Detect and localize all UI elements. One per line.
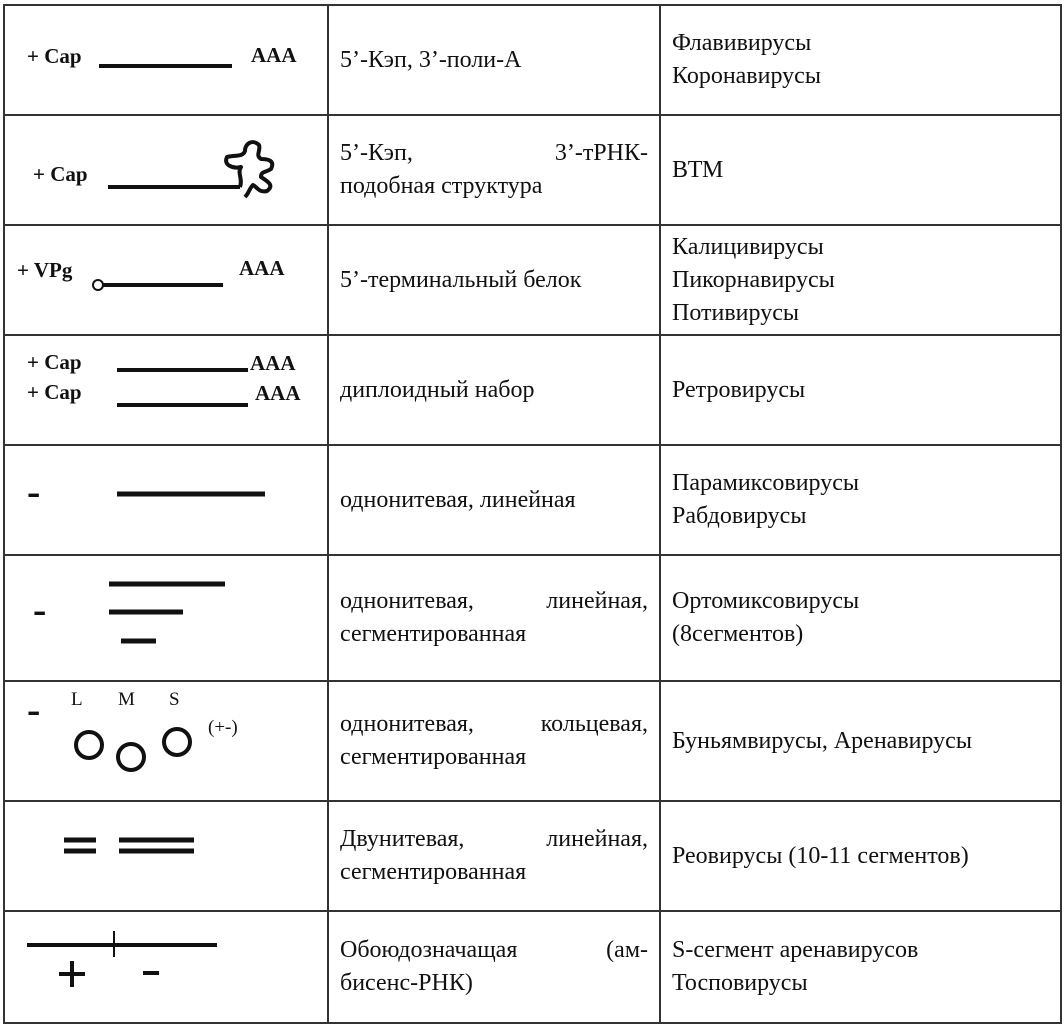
viruses-cell [660, 445, 1061, 555]
virus-name: Ортомиксовирусы [672, 588, 860, 614]
diagram-cell [4, 911, 328, 1023]
viruses-cell [660, 681, 1061, 801]
genome-diagram [5, 7, 325, 113]
circular-segment-icon [76, 732, 102, 758]
circular-segment-icon [118, 744, 144, 770]
description-text: 5’-Кэп, 3’-поли-А [340, 46, 522, 73]
diagram-cell [4, 555, 328, 681]
cap-label: + Cap [33, 162, 88, 186]
diagram-cell [4, 445, 328, 555]
virus-name: Рабдовирусы [672, 503, 807, 529]
virus-genome-table [3, 4, 1062, 1024]
genome-diagram [5, 803, 325, 909]
genome-diagram [5, 683, 325, 799]
table-row [4, 911, 1061, 1023]
segment-label: L [71, 689, 83, 710]
terminal-protein-icon [93, 280, 103, 290]
polya-label: AAA [251, 43, 297, 67]
viruses-cell [660, 555, 1061, 681]
virus-name: Флавивирусы [672, 30, 812, 56]
description-text: сегментированная [340, 859, 527, 885]
virus-name: Пикорнавирусы [672, 266, 835, 293]
viruses-cell [660, 335, 1061, 445]
description-cell [328, 225, 660, 335]
genome-diagram [5, 227, 325, 333]
diagram-cell [4, 335, 328, 445]
diagram-cell [4, 681, 328, 801]
description-text: подобная структура [340, 173, 543, 199]
table-row [4, 335, 1061, 445]
diagram-cell [4, 801, 328, 911]
description-cell [328, 911, 660, 1023]
polya-label: AAA [250, 351, 296, 375]
description-text: сегментированная [340, 744, 527, 770]
table-row [4, 801, 1061, 911]
description-cell [328, 681, 660, 801]
viruses-cell [660, 801, 1061, 911]
description-cell [328, 801, 660, 911]
genome-diagram [5, 337, 325, 443]
description-text: 5’-терминальный белок [340, 266, 582, 293]
description-text: Двунитевая, линейная, [340, 826, 648, 852]
virus-name: Буньямвирусы, Аренавирусы [672, 727, 972, 754]
table-row [4, 555, 1061, 681]
description-text: однонитевая, линейная [340, 486, 576, 513]
table-row [4, 115, 1061, 225]
segment-label: M [118, 689, 135, 710]
diagram-cell [4, 225, 328, 335]
description-text: диплоидный набор [340, 376, 535, 403]
circular-segment-icon [164, 729, 190, 755]
virus-name: ВТМ [672, 156, 724, 183]
table-row [4, 445, 1061, 555]
description-cell [328, 445, 660, 555]
virus-name: Реовирусы (10-11 сегментов) [672, 842, 969, 869]
description-text: однонитевая, кольцевая, [340, 711, 648, 737]
description-text: сегментированная [340, 621, 527, 647]
genome-diagram [5, 117, 325, 223]
polya-label: AAA [239, 256, 285, 280]
minus-sign: - [27, 687, 41, 732]
description-text: 5’-Кэп, 3’-тРНК- [340, 140, 648, 166]
cap-label: + Cap [27, 44, 82, 68]
diagram-cell [4, 5, 328, 115]
cap-label: + Cap [27, 380, 82, 404]
cap-label: + Cap [27, 350, 82, 374]
virus-name: Ретровирусы [672, 376, 806, 403]
minus-sign: - [33, 587, 47, 632]
virus-name: Парамиксовирусы [672, 470, 860, 496]
virus-name: Калицивирусы [672, 233, 824, 260]
viruses-cell [660, 911, 1061, 1023]
description-text: бисенс-РНК) [340, 970, 473, 996]
description-cell [328, 555, 660, 681]
virus-name: Коронавирусы [672, 63, 821, 89]
polya-label: AAA [255, 381, 301, 405]
viruses-cell [660, 225, 1061, 335]
virus-name: Тосповирусы [672, 970, 808, 996]
description-cell [328, 335, 660, 445]
minus-sign: - [27, 469, 41, 514]
virus-name: (8сегментов) [672, 621, 804, 647]
vpg-label: + VPg [17, 258, 73, 282]
description-text: Обоюдозначащая (ам- [340, 937, 648, 963]
virus-name: Потивирусы [672, 299, 799, 326]
genome-diagram [5, 913, 325, 1021]
segment-label: S [169, 689, 180, 710]
table-row [4, 681, 1061, 801]
diagram-cell [4, 115, 328, 225]
table-row [4, 225, 1061, 335]
genome-diagram [5, 447, 325, 553]
description-text: однонитевая, линейная, [340, 588, 648, 614]
sense-note: (+-) [208, 717, 238, 738]
virus-name: S-сегмент аренавирусов [672, 937, 919, 963]
table-row [4, 5, 1061, 115]
description-cell [328, 115, 660, 225]
description-cell [328, 5, 660, 115]
viruses-cell [660, 115, 1061, 225]
viruses-cell [660, 5, 1061, 115]
genome-diagram [5, 557, 325, 679]
